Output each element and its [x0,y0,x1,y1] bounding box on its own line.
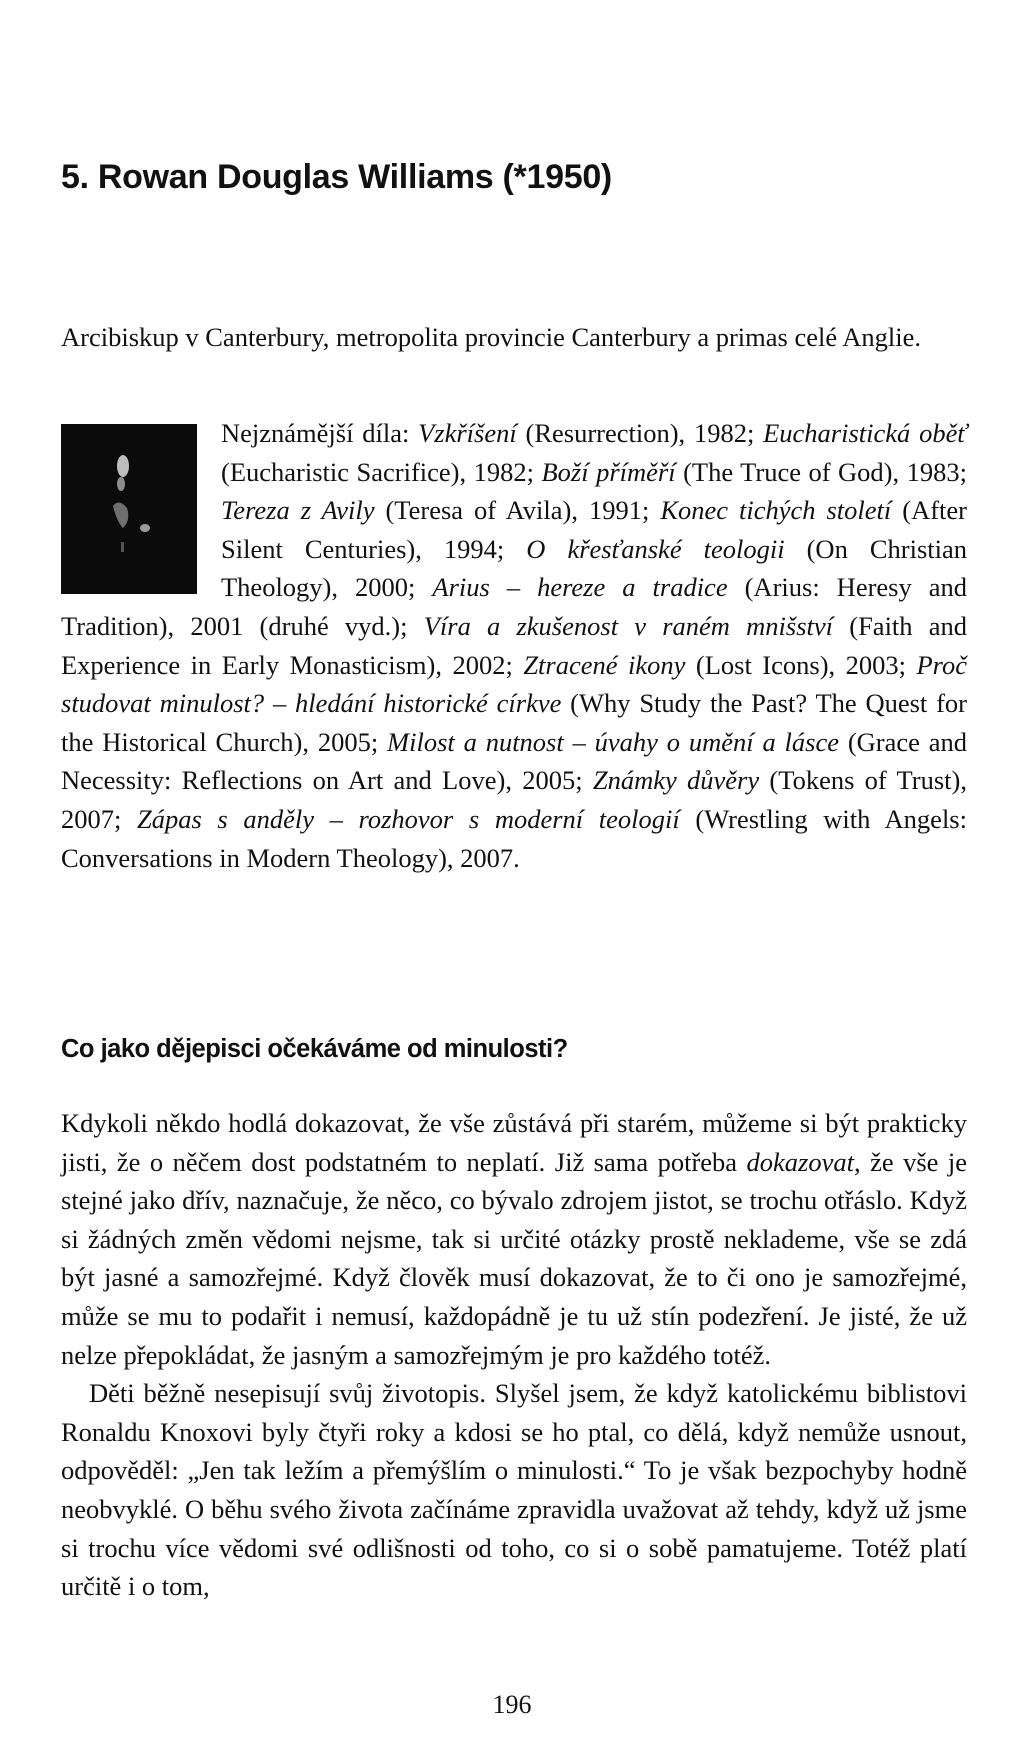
work-details: (After Silent Centuries), 1994; [221,495,967,564]
work-details: (Arius: Heresy and Tradition), 2001 (druhé vyd.); [61,572,968,641]
work-details: (Grace and Necessity: Reflections on Art and Love), 2005; [61,726,967,796]
work-details: (Faith and Experience in Early Monasticism), 2002; [61,610,968,680]
section-heading: Co jako dějepisci očekáváme od minulosti? [61,1035,568,1063]
work-title: Ztracené ikony [523,649,686,680]
work-title: Známky důvěry [592,765,760,796]
work-title: O křesťanské teologii [526,533,785,564]
paragraph-1: Kdykoli někdo hodlá dokazovat, že vše zůstává při starém, můžeme si být prakticky jisti, že o něčem dost podstatném to neplatí. Již sama potřeba dokazovat, že vše je stejné jako dřív, naznačuje, že něco, co bývalo zdrojem jistot, se trochu otřáslo. Když si žádných změn vědomi nejsme, tak si určité otázky prostě neklademe, vše se zdá být jasné a samozřejmé. Když člověk musí dokazovat, že to či ono je samozřejmé, může se mu to podařit i nemusí, každopádně je tu už stín podezření. Je jisté, že už nelze přepokládat, že jasným a samozřejmým je pro každého totéž. [61,1108,967,1370]
work-details: (Eucharistic Sacrifice), 1982; [221,456,542,487]
body-text [61,1104,967,1606]
work-details: (Resurrection), 1982; [516,418,764,448]
work-title: Arius – hereze a tradice [432,572,728,603]
work-details: (On Christian Theology), 2000; [221,533,968,603]
work-title: Proč studovat minulost? – hledání historické církve [61,649,967,719]
work-details: (Tokens of Trust), 2007; [61,765,967,834]
work-details: (The Truce of God), 1983; [675,456,967,487]
work-title: Vzkříšení [418,418,517,448]
paragraph-2: Děti běžně nesepisují svůj životopis. Slyšel jsem, že když katolickému biblistovi Ronaldu Knoxovi byly čtyři roky a kdosi se ho ptal, co dělá, když nemůže usnout, odpověděl: „Jen tak ležím a přemýšlím o minulosti.“ To je však bezpochyby hodně neobvyklé. O běhu svého života začínáme zpravidla uvažovat až tehdy, když už jsme si trochu více vědomi své odlišnosti od toho, co si o sobě pamatujeme. Totéž platí určitě i o tom, [61,1378,967,1602]
portrait-image [61,424,197,594]
page-number: 196 [492,1690,532,1719]
work-title: Konec tichých století [660,495,892,526]
intro-paragraph: Arcibiskup v Canterbury, metropolita provincie Canterbury a primas celé Anglie. [61,322,922,352]
work-details: (Wrestling with Angels: Conversations in Modern Theology), 2007. [61,803,967,873]
author-portrait [61,424,197,594]
emphasis: dokazovat [746,1146,854,1177]
works-paragraph [61,414,967,877]
work-details: (Why Study the Past? The Quest for the Historical Church), 2005; [61,688,967,757]
work-title: Eucharistická oběť [763,418,967,448]
works-label: Nejznámější díla: [221,418,410,448]
work-details: (Teresa of Avila), 1991; [374,495,661,526]
work-title: Tereza z Avily [221,495,375,526]
chapter-title: 5. Rowan Douglas Williams (*1950) [61,158,612,196]
work-details: (Lost Icons), 2003; [685,649,917,680]
work-title: Boží příměří [541,456,676,487]
work-title: Víra a zkušenost v raném mnišství [423,610,834,641]
work-title: Milost a nutnost – úvahy o umění a lásce [387,726,839,757]
work-title: Zápas s anděly – rozhovor s moderní teologií [137,803,680,834]
